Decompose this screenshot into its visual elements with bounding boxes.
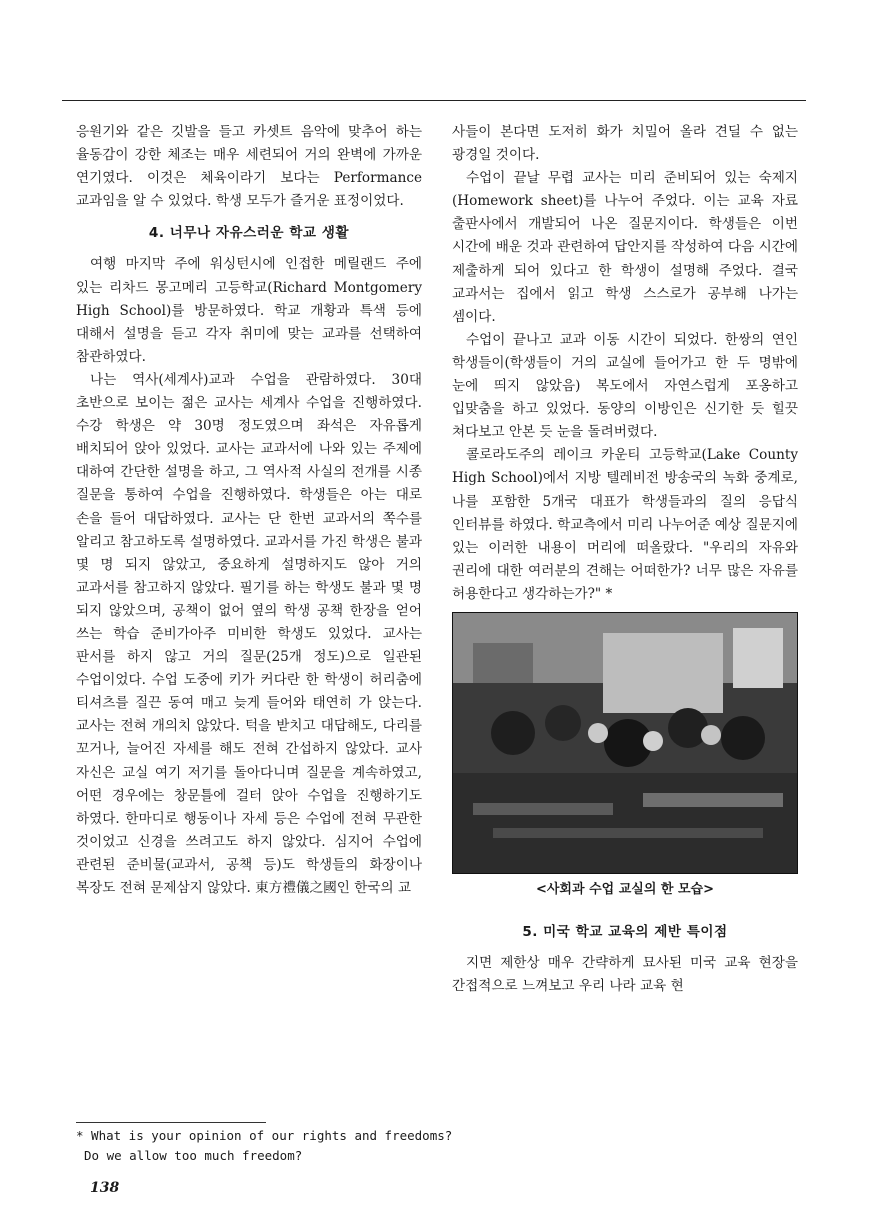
right-paragraph-5: 지면 제한상 매우 간략하게 묘사된 미국 교육 현장을 간접적으로 느껴보고 우리 나라 교육 현 bbox=[452, 955, 798, 995]
footnote-line-1: * What is your opinion of our rights and freedoms? bbox=[76, 1128, 453, 1143]
left-column bbox=[76, 121, 422, 900]
right-paragraph-3: 수업이 끝나고 교과 이동 시간이 되었다. 한쌍의 연인 학생들이(학생들이 거의 교실에 들어가고 한 두 명밖에 눈에 띄지 않았음) 복도에서 자연스럽게 포옹하고 입맞춤을 하고 있었다. 동양의 이방인은 신기한 듯 힐끗 쳐다보고 안본 듯 눈을 돌려버렸다. bbox=[452, 331, 798, 441]
right-paragraph-2: 수업이 끝날 무렵 교사는 미리 준비되어 있는 숙제지(Homework sheet)를 나누어 주었다. 이는 교육 자료 출판사에서 개발되어 나온 질문지이다. 학생들은 이번 시간에 배운 것과 관련하여 답안지를 작성하여 다음 시간에 제출하게 되어 있다고 한 학생이 설명해 주었다. 결국 교과서는 집에서 읽고 학생 스스로가 공부해 나가는 셈이다. bbox=[452, 170, 798, 325]
left-paragraph-1: 응원기와 같은 깃발을 들고 카셋트 음악에 맞추어 하는 율동감이 강한 체조는 매우 세련되어 거의 완벽에 가까운 연기였다. 이것은 체육이라기 보다는 Performance 교과임을 알 수 있었다. 학생 모두가 즐거운 표정이었다. bbox=[76, 124, 422, 210]
left-paragraph-2: 여행 마지막 주에 워싱턴시에 인접한 메릴랜드 주에 있는 리차드 몽고메리 고등학교(Richard Montgomery High School)를 방문하였다. 학교 개황과 특색 등에 대해서 설명을 듣고 각자 취미에 맞는 교과를 선택하여 참관하였다. bbox=[76, 256, 422, 365]
right-column bbox=[452, 121, 798, 998]
section-heading-4: 4. 너무나 자유스러운 학교 생활 bbox=[148, 225, 350, 242]
right-paragraph-1: 사들이 본다면 도저히 화가 치밀어 올라 견딜 수 없는 광경일 것이다. bbox=[452, 124, 798, 164]
left-paragraph-3: 나는 역사(세계사)교과 수업을 관람하였다. 30대 초반으로 보이는 젊은 교사는 세계사 수업을 진행하였다. 수강 학생은 약 30명 정도였으며 좌석은 자유롭게 배치되어 앉아 있었다. 교사는 교과서에 나와 있는 주제에 대하여 간단한 설명을 하고, 그 역사적 사실의 전개를 시종 질문을 통하여 수업을 진행하였다. 학생들은 아는 대로 손을 들어 대답하였다. 교사는 단 한번 교과서의 쪽수를 알리고 참고하도록 설명하였다. 교과서를 가진 학생은 불과 몇 명 되지 않았고, 중요하게 설명하지도 않아 거의 교과서를 참고하지 않았다. 필기를 하는 학생도 불과 몇 명 되지 않았으며, 공책이 없어 옆의 학생 공책 한장을 얻어 쓰는 학습 준비가아주 미비한 학생도 있었다. 교사는 판서를 하지 않고 거의 질문(25개 정도)으로 일관된 수업이었다. 수업 도중에 키가 커다란 한 학생이 허리춤에 티셔츠를 질끈 동여 매고 늦게 들어와 태연히 가 앉는다. 교사는 전혀 개의치 않았다. 턱을 받치고 대답해도, 다리를 꼬거나, 늘어진 자세를 해도 전혀 간섭하지 않았다. 교사 자신은 교실 여기 저기를 돌아다니며 질문을 계속하였고, 어떤 경우에는 창문틀에 걸터 앉아 수업을 진행하기도 하였다. 한마디로 행동이나 자세 등은 수업에 전혀 무관한 것이었고 신경을 쓰려고도 하지 않았다. 심지어 수업에 관련된 준비물(교과서, 공책 등)도 학생들의 화장이나 복장도 전혀 문제삼지 않았다. 東方禮儀之國인 한국의 교 bbox=[76, 371, 422, 896]
footnote-rule bbox=[76, 1122, 266, 1123]
top-rule bbox=[62, 100, 806, 101]
footnote-line-2: Do we allow too much freedom? bbox=[84, 1148, 303, 1163]
photo-caption: <사회과 수업 교실의 한 모습> bbox=[535, 881, 715, 897]
right-paragraph-4: 콜로라도주의 레이크 카운티 고등학교(Lake County High School)에서 지방 텔레비전 방송국의 녹화 중계로, 나를 포함한 5개국 대표가 학생들과의 질의 응답식 인터뷰를 하였다. 학교측에서 미리 나누어준 예상 질문지에 있는 이러한 내용이 머리에 떠올랐다. "우리의 자유와 권리에 대한 여러분의 견해는 어떠한가? 너무 많은 자유를 허용한다고 생각하는가?" * bbox=[452, 447, 798, 602]
page-number: 138 bbox=[90, 1180, 120, 1196]
section-heading-5: 5. 미국 학교 교육의 제반 특이점 bbox=[522, 924, 728, 941]
footnote bbox=[76, 1126, 596, 1166]
classroom-photo bbox=[452, 612, 798, 874]
